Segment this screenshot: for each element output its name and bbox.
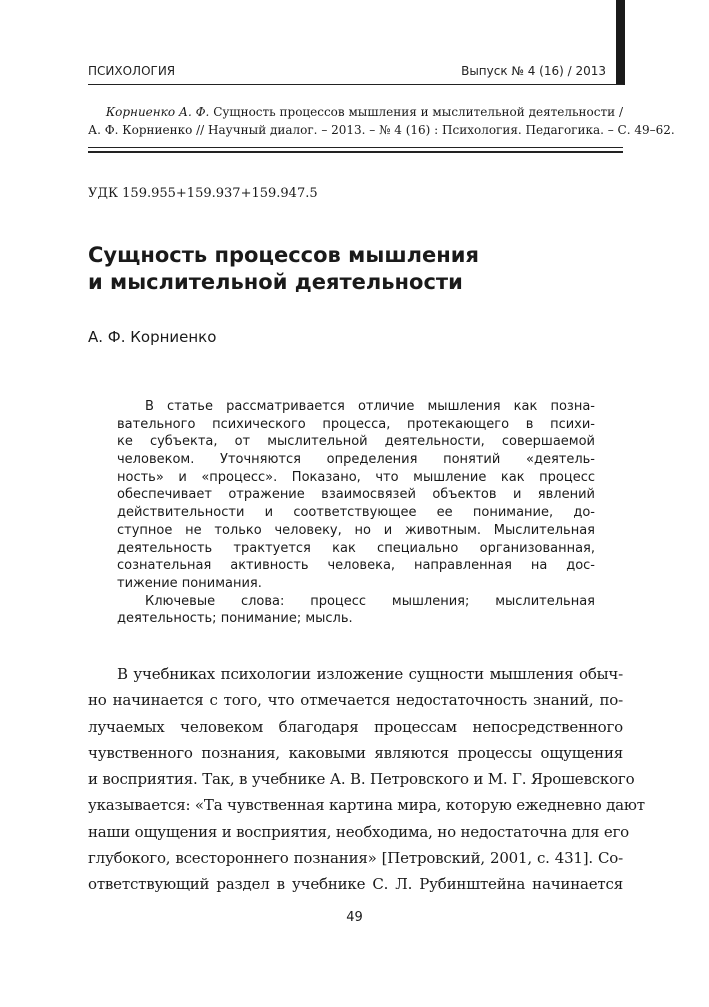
issue-info: Выпуск № 4 (16) / 2013	[461, 64, 606, 78]
article-author: А. Ф. Корниенко	[88, 328, 217, 346]
running-header	[88, 64, 606, 82]
title-line-1: Сущность процессов мышления	[88, 243, 479, 267]
citation-block	[88, 103, 675, 139]
citation-divider-top	[88, 147, 623, 148]
abstract-line: ке субъекта, от мыслительной деятельности, совершаемой	[117, 434, 595, 450]
section-name: ПСИХОЛОГИЯ	[88, 64, 176, 78]
body-line: но начинается с того, что отмечается недостаточность знаний, по-	[88, 691, 623, 710]
citation-line-1	[88, 103, 623, 121]
abstract-line: вательного психического процесса, протекающего в психи-	[117, 416, 595, 432]
title-line-2: и мыслительной деятельности	[88, 270, 463, 294]
body-line: наши ощущения и восприятия, необходима, но недостаточна для его	[88, 822, 630, 841]
article-title	[88, 242, 479, 296]
body-line: указывается: «Та чувственная картина мира, которую ежедневно дают	[88, 796, 645, 815]
keywords-line: деятельность; понимание; мысль.	[117, 611, 353, 627]
abstract-line: человеком. Уточняются определения понятий «деятель-	[117, 452, 595, 468]
citation-authors: Корниенко А. Ф.	[105, 105, 210, 119]
abstract-line: ступное не только человеку, но и животным. Мыслительная	[117, 522, 595, 538]
body-text	[88, 661, 645, 898]
body-line: глубокого, всестороннего познания» [Петровский, 2001, с. 431]. Со-	[88, 849, 623, 868]
keywords-line: Ключевые слова: процесс мышления; мыслительная	[145, 593, 595, 609]
margin-tab-bar	[616, 0, 625, 85]
abstract-line: деятельность трактуется как специально организованная,	[117, 540, 595, 556]
body-line: и восприятия. Так, в учебнике А. В. Петровского и М. Г. Ярошевского	[88, 770, 635, 789]
body-line: лучаемых человеком благодаря процессам непосредственного	[88, 717, 623, 736]
body-line: чувственного познания, каковыми являются процессы ощущения	[88, 743, 623, 762]
body-line: В учебниках психологии изложение сущности мышления обыч-	[117, 665, 623, 683]
abstract-line: тижение понимания.	[117, 575, 262, 591]
body-line: ответствующий раздел в учебнике С. Л. Рубинштейна начинается	[88, 875, 623, 894]
abstract-line: обеспечивает отражение взаимосвязей объектов и явлений	[117, 487, 595, 503]
page-number: 49	[346, 910, 363, 925]
abstract	[117, 398, 595, 628]
citation-title: Сущность процессов мышления и мыслительной деятельности /	[209, 105, 623, 119]
abstract-line: сознательная активность человека, направленная на дос-	[117, 558, 595, 574]
abstract-line: действительности и соответствующее ее понимание, до-	[117, 505, 595, 521]
citation-line-2: А. Ф. Корниенко // Научный диалог. – 2013. – № 4 (16) : Психология. Педагогика. – С. 49–62.	[88, 123, 675, 137]
abstract-line: В статье рассматривается отличие мышления как позна-	[145, 399, 595, 414]
header-divider	[88, 84, 623, 85]
abstract-line: ность» и «процесс». Показано, что мышление как процесс	[117, 469, 595, 485]
citation-divider-bottom	[88, 151, 623, 153]
udk-code: УДК 159.955+159.937+159.947.5	[88, 186, 318, 201]
